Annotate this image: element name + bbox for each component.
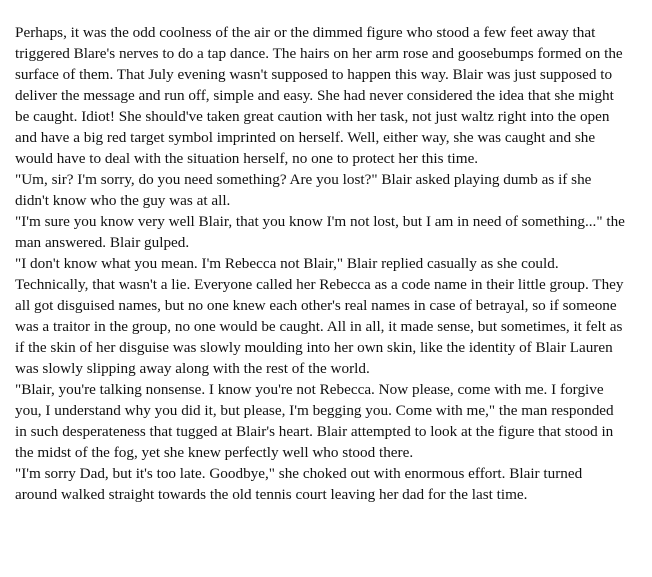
story-paragraph-4: "I don't know what you mean. I'm Rebecca not Blair," Blair replied casually as she could. Technically, that wasn't a lie. Everyone called her Rebecca as a code name in their little group. They all got disguised names, but no one knew each other's real names in case of betrayal, so if someone was a traitor in the group, no one would be caught. All in all, it made sense, but sometimes, it felt as if the skin of her disguise was slowly moulding into her own skin, like the identity of Blair Lauren was slowly slipping away along with the rest of the world. — [15, 255, 624, 377]
story-paragraph-6: "I'm sorry Dad, but it's too late. Goodbye," she choked out with enormous effort. Blair turned around walked straight towards the old tennis court leaving her dad for the last time. — [15, 465, 583, 503]
story-paragraph-1: Perhaps, it was the odd coolness of the air or the dimmed figure who stood a few feet away that triggered Blare's nerves to do a tap dance. The hairs on her arm rose and goosebumps formed on the surface of them. That July evening wasn't supposed to happen this way. Blair was just supposed to deliver the message and run off, simple and easy. She had never considered the idea that she might be caught. Idiot! She should've taken great caution with her task, not just waltz right into the open and have a big red target symbol imprinted on herself. Well, either way, she was caught and she would have to deal with the situation herself, no one to protect her this time. — [15, 24, 623, 167]
story-paragraph-2: "Um, sir? I'm sorry, do you need something? Are you lost?" Blair asked playing dumb as if she didn't know who the guy was at all. — [15, 171, 592, 209]
story-paragraph-5: "Blair, you're talking nonsense. I know you're not Rebecca. Now please, come with me. I forgive you, I understand why you did it, but please, I'm begging you. Come with me," the man responded in such desperateness that tugged at Blair's heart. Blair attempted to look at the figure that stood in the midst of the fog, yet she knew perfectly well who stood there. — [15, 381, 614, 461]
story-paragraph-3: "I'm sure you know very well Blair, that you know I'm not lost, but I am in need of something..." the man answered. Blair gulped. — [15, 213, 625, 251]
